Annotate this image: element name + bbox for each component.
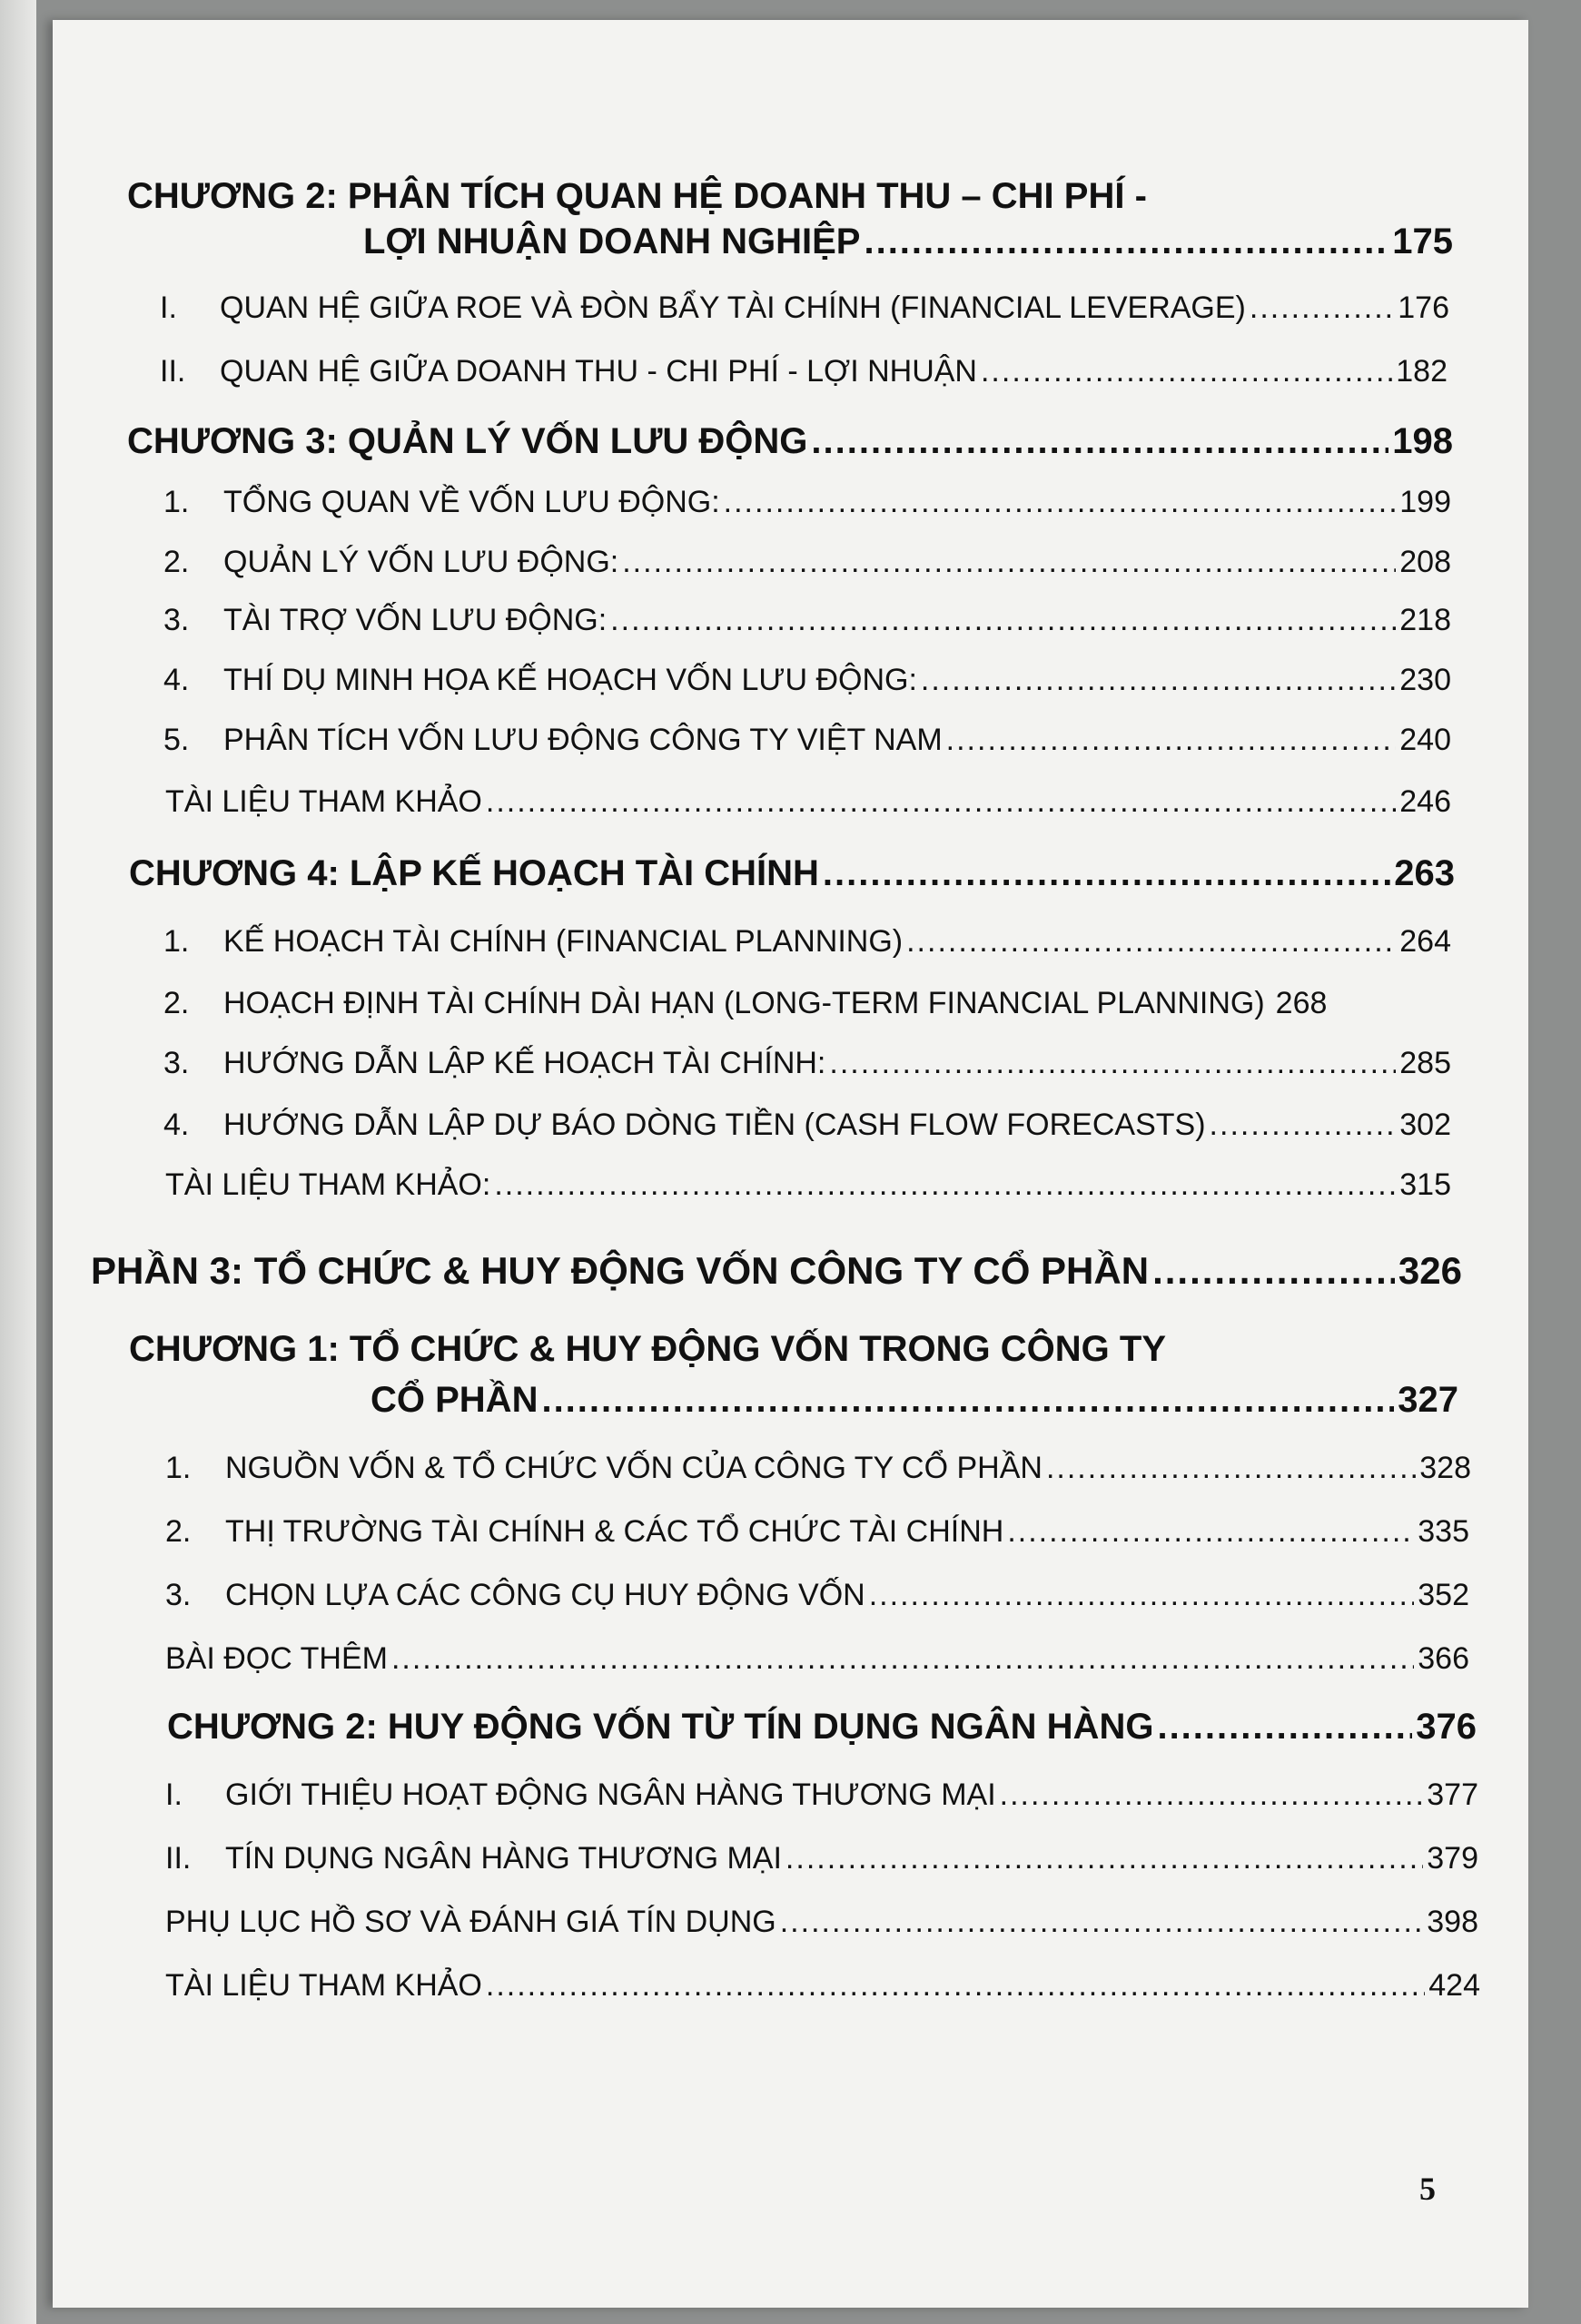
dot-leader bbox=[1000, 1777, 1424, 1813]
dot-leader bbox=[823, 853, 1390, 894]
references-label: TÀI LIỆU THAM KHẢO bbox=[165, 1968, 482, 2003]
page-ref: 182 bbox=[1396, 354, 1448, 389]
item-number: 1. bbox=[165, 1451, 192, 1485]
toc-row bbox=[165, 1514, 1469, 1550]
table-of-contents bbox=[53, 20, 1528, 2308]
toc-row bbox=[160, 290, 1449, 326]
page-ref: 208 bbox=[1399, 545, 1451, 579]
toc-row bbox=[127, 421, 1453, 462]
toc-row bbox=[165, 1578, 1469, 1613]
dot-leader bbox=[786, 1841, 1423, 1876]
item-label: TỔNG QUAN VỀ VỐN LƯU ĐỘNG: bbox=[223, 485, 720, 519]
page-number: 5 bbox=[1419, 2171, 1436, 2207]
toc-page bbox=[53, 20, 1528, 2308]
dot-leader bbox=[1046, 1451, 1416, 1486]
toc-row bbox=[165, 1905, 1478, 1940]
toc-row bbox=[371, 1380, 1458, 1421]
page-ref: 230 bbox=[1399, 663, 1451, 697]
item-label: QUAN HỆ GIỮA ROE VÀ ĐÒN BẨY TÀI CHÍNH (FINANCIAL LEVERAGE) bbox=[220, 290, 1246, 325]
dot-leader bbox=[610, 603, 1396, 638]
dot-leader bbox=[921, 663, 1396, 698]
toc-row bbox=[363, 222, 1453, 262]
page-ref: 327 bbox=[1398, 1380, 1458, 1420]
dot-leader bbox=[494, 1167, 1396, 1203]
page-ref: 335 bbox=[1418, 1514, 1469, 1549]
page-ref: 328 bbox=[1419, 1451, 1471, 1485]
toc-row bbox=[163, 1108, 1451, 1143]
dot-leader bbox=[391, 1641, 1414, 1677]
toc-row bbox=[165, 1777, 1478, 1813]
item-label: HƯỚNG DẪN LẬP KẾ HOẠCH TÀI CHÍNH: bbox=[223, 1046, 826, 1080]
toc-row bbox=[129, 853, 1455, 894]
chapter-title-line2: CỔ PHẦN bbox=[371, 1380, 539, 1420]
item-label: QUAN HỆ GIỮA DOANH THU - CHI PHÍ - LỢI NHUẬN bbox=[220, 354, 977, 389]
book-gutter bbox=[0, 0, 36, 2324]
item-number: 3. bbox=[163, 1046, 190, 1080]
extra-reading-label: BÀI ĐỌC THÊM bbox=[165, 1641, 388, 1676]
item-label: THÍ DỤ MINH HỌA KẾ HOẠCH VỐN LƯU ĐỘNG: bbox=[223, 663, 917, 697]
item-label: KẾ HOẠCH TÀI CHÍNH (FINANCIAL PLANNING) bbox=[223, 924, 904, 959]
page-ref: 198 bbox=[1392, 421, 1453, 461]
dot-leader bbox=[780, 1905, 1424, 1940]
dot-leader bbox=[811, 421, 1388, 462]
dot-leader bbox=[946, 723, 1397, 758]
toc-row bbox=[165, 1451, 1471, 1486]
dot-leader bbox=[829, 1046, 1396, 1081]
page-ref: 285 bbox=[1399, 1046, 1451, 1080]
item-label: PHÂN TÍCH VỐN LƯU ĐỘNG CÔNG TY VIỆT NAM bbox=[223, 723, 943, 757]
item-number: 3. bbox=[165, 1578, 192, 1612]
toc-row bbox=[167, 1707, 1477, 1748]
page-ref: 240 bbox=[1399, 723, 1451, 757]
references-label: TÀI LIỆU THAM KHẢO bbox=[165, 784, 482, 819]
page-ref: 376 bbox=[1416, 1707, 1477, 1747]
references-label: TÀI LIỆU THAM KHẢO: bbox=[165, 1167, 491, 1202]
page-ref: 176 bbox=[1398, 290, 1449, 325]
chapter-title-line1: CHƯƠNG 2: PHÂN TÍCH QUAN HỆ DOANH THU – CHI PHÍ - bbox=[127, 176, 1147, 216]
page-ref: 366 bbox=[1418, 1641, 1469, 1676]
item-label: NGUỒN VỐN & TỔ CHỨC VỐN CỦA CÔNG TY CỔ PHẦN bbox=[225, 1451, 1042, 1485]
toc-row bbox=[165, 1167, 1451, 1203]
toc-row bbox=[163, 485, 1451, 520]
chapter-title: CHƯƠNG 2: HUY ĐỘNG VỐN TỪ TÍN DỤNG NGÂN HÀNG bbox=[167, 1707, 1154, 1747]
page-ref: 315 bbox=[1399, 1167, 1451, 1202]
toc-row bbox=[165, 1641, 1469, 1677]
page-ref: 199 bbox=[1399, 485, 1451, 519]
dot-leader bbox=[869, 1578, 1415, 1613]
toc-row bbox=[163, 986, 1451, 1021]
page-ref: 268 bbox=[1275, 986, 1328, 1020]
page-ref: 263 bbox=[1394, 853, 1455, 893]
part-title: PHẦN 3: TỔ CHỨC & HUY ĐỘNG VỐN CÔNG TY CỔ PHẦN bbox=[91, 1249, 1150, 1292]
toc-row bbox=[163, 1046, 1451, 1081]
item-number: II. bbox=[160, 354, 186, 389]
toc-row bbox=[163, 545, 1451, 580]
item-number: 4. bbox=[163, 1108, 190, 1142]
item-number: 1. bbox=[163, 485, 190, 519]
toc-row bbox=[165, 1841, 1478, 1876]
dot-leader bbox=[486, 1968, 1425, 2004]
dot-leader bbox=[1152, 1249, 1395, 1293]
dot-leader bbox=[622, 545, 1396, 580]
dot-leader bbox=[1157, 1707, 1412, 1748]
item-number: 2. bbox=[163, 545, 190, 579]
item-number: 1. bbox=[163, 924, 190, 959]
chapter-title-line1: CHƯƠNG 1: TỔ CHỨC & HUY ĐỘNG VỐN TRONG CÔNG TY bbox=[129, 1329, 1167, 1369]
item-label: HOẠCH ĐỊNH TÀI CHÍNH DÀI HẠN (LONG-TERM FINANCIAL PLANNING) bbox=[223, 986, 1265, 1020]
toc-row bbox=[160, 354, 1448, 389]
toc-row bbox=[165, 784, 1451, 820]
dot-leader bbox=[981, 354, 1392, 389]
item-label: QUẢN LÝ VỐN LƯU ĐỘNG: bbox=[223, 545, 619, 579]
page-ref: 379 bbox=[1427, 1841, 1478, 1876]
chapter-title: CHƯƠNG 3: QUẢN LÝ VỐN LƯU ĐỘNG bbox=[127, 421, 808, 461]
item-number: 5. bbox=[163, 723, 190, 757]
chapter-title-line2: LỢI NHUẬN DOANH NGHIỆP bbox=[363, 222, 861, 261]
item-number: 3. bbox=[163, 603, 190, 637]
item-label: TÍN DỤNG NGÂN HÀNG THƯƠNG MẠI bbox=[225, 1841, 782, 1876]
toc-row bbox=[91, 1249, 1462, 1293]
item-number: 2. bbox=[163, 986, 190, 1020]
item-number: 2. bbox=[165, 1514, 192, 1549]
chapter-heading bbox=[129, 1329, 1437, 1370]
page-ref: 424 bbox=[1428, 1968, 1480, 2003]
page-ref: 246 bbox=[1399, 784, 1451, 819]
dot-leader bbox=[1210, 1108, 1397, 1143]
dot-leader bbox=[486, 784, 1396, 820]
page-ref: 352 bbox=[1418, 1578, 1469, 1612]
toc-row bbox=[163, 924, 1451, 960]
dot-leader bbox=[1007, 1514, 1414, 1550]
toc-row bbox=[163, 603, 1451, 638]
page-ref: 398 bbox=[1427, 1905, 1478, 1939]
item-label: CHỌN LỰA CÁC CÔNG CỤ HUY ĐỘNG VỐN bbox=[225, 1578, 865, 1612]
item-number: II. bbox=[165, 1841, 192, 1876]
page-ref: 377 bbox=[1427, 1777, 1478, 1812]
chapter-heading bbox=[127, 176, 1462, 217]
dot-leader bbox=[906, 924, 1396, 960]
page-ref: 218 bbox=[1399, 603, 1451, 637]
dot-leader bbox=[724, 485, 1397, 520]
item-label: HƯỚNG DẪN LẬP DỰ BÁO DÒNG TIỀN (CASH FLOW FORECASTS) bbox=[223, 1108, 1206, 1142]
item-number: I. bbox=[165, 1777, 183, 1812]
item-number: I. bbox=[160, 290, 177, 325]
chapter-title: CHƯƠNG 4: LẬP KẾ HOẠCH TÀI CHÍNH bbox=[129, 853, 819, 893]
appendix-label: PHỤ LỤC HỒ SƠ VÀ ĐÁNH GIÁ TÍN DỤNG bbox=[165, 1905, 776, 1939]
dot-leader bbox=[1250, 290, 1394, 326]
page-ref: 326 bbox=[1398, 1249, 1462, 1292]
page-ref: 302 bbox=[1399, 1108, 1451, 1142]
dot-leader bbox=[864, 222, 1388, 262]
toc-row bbox=[163, 723, 1451, 758]
item-label: GIỚI THIỆU HOẠT ĐỘNG NGÂN HÀNG THƯƠNG MẠI bbox=[225, 1777, 996, 1812]
item-label: TÀI TRỢ VỐN LƯU ĐỘNG: bbox=[223, 603, 608, 637]
dot-leader bbox=[541, 1380, 1394, 1421]
item-number: 4. bbox=[163, 663, 190, 697]
page-ref: 264 bbox=[1399, 924, 1451, 959]
toc-row bbox=[165, 1968, 1480, 2004]
toc-row bbox=[163, 663, 1451, 698]
page-ref: 175 bbox=[1392, 222, 1453, 261]
item-label: THỊ TRƯỜNG TÀI CHÍNH & CÁC TỔ CHỨC TÀI CHÍNH bbox=[225, 1514, 1004, 1549]
